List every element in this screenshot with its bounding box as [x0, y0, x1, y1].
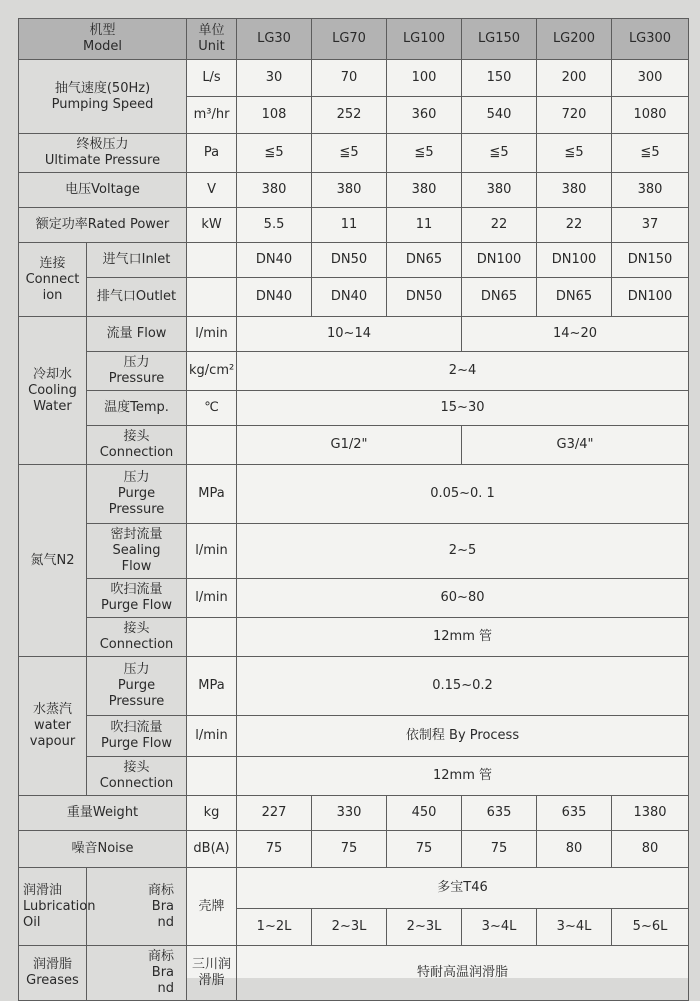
value-cell: 80	[537, 831, 612, 868]
n2-connection-row	[19, 618, 689, 657]
n2-purge-flow-label: 吹扫流量 Purge Flow	[87, 579, 187, 618]
value-cell: 1380	[612, 796, 689, 831]
cooling-pressure-label: 压力 Pressure	[87, 352, 187, 391]
value-cell: 380	[387, 173, 462, 208]
value-cell: G1/2"	[237, 426, 462, 465]
n2-purge-pressure-row	[19, 465, 689, 524]
value-cell: 635	[462, 796, 537, 831]
ultimate-pressure-cn: 终极压力	[76, 137, 129, 152]
value-cell: 75	[462, 831, 537, 868]
model-lg30: LG30	[237, 19, 312, 60]
greases-label: 润滑脂 Greases	[19, 946, 87, 1001]
capacity-cell: 1~2L	[237, 909, 312, 946]
oil-brand-row	[19, 868, 689, 909]
value-cell: 635	[537, 796, 612, 831]
value-cell: DN40	[312, 278, 387, 317]
value-cell: 15~30	[237, 391, 689, 426]
specification-table	[18, 18, 689, 1001]
value-cell: 252	[312, 97, 387, 134]
value-cell: G3/4"	[462, 426, 689, 465]
cooling-flow-row	[19, 317, 689, 352]
unit-ls: L/s	[187, 60, 237, 97]
model-cn: 机型	[89, 23, 116, 38]
value-cell: DN100	[612, 278, 689, 317]
value-cell: 720	[537, 97, 612, 134]
noise-label: 噪音Noise	[19, 831, 187, 868]
water-vapour-label: 水蒸汽 water vapour	[19, 657, 87, 796]
vapour-purge-flow-row	[19, 716, 689, 757]
value-cell: 37	[612, 208, 689, 243]
cooling-temp-row	[19, 391, 689, 426]
n2-purge-pressure-label: 压力 Purge Pressure	[87, 465, 187, 524]
value-cell: 0.15~0.2	[237, 657, 689, 716]
model-lg100: LG100	[387, 19, 462, 60]
value-cell: 75	[237, 831, 312, 868]
vapour-purge-pressure-row	[19, 657, 689, 716]
pumping-speed-cn: 抽气速度(50Hz)	[54, 80, 151, 96]
value-cell: 360	[387, 97, 462, 134]
value-cell: 1080	[612, 97, 689, 134]
weight-row	[19, 796, 689, 831]
unit-kgcm2: kg/cm²	[187, 352, 237, 391]
value-cell: 330	[312, 796, 387, 831]
connection-outlet-row	[19, 278, 689, 317]
unit-lmin: l/min	[187, 317, 237, 352]
capacity-cell: 2~3L	[387, 909, 462, 946]
model-en: Model	[82, 39, 123, 54]
capacity-cell: 2~3L	[312, 909, 387, 946]
value-cell: 380	[537, 173, 612, 208]
value-cell: DN50	[312, 243, 387, 278]
value-cell: 75	[387, 831, 462, 868]
oil-sub-label: 壳牌	[187, 868, 237, 946]
value-cell: 12mm 管	[237, 757, 689, 796]
value-cell: ≦5	[312, 134, 387, 173]
cooling-temp-label: 温度Temp.	[87, 391, 187, 426]
unit-empty	[187, 243, 237, 278]
cooling-pressure-row	[19, 352, 689, 391]
value-cell: 11	[387, 208, 462, 243]
unit-empty	[187, 757, 237, 796]
value-cell: 380	[462, 173, 537, 208]
value-cell: ≦5	[612, 134, 689, 173]
connection-label: 连接 Connect ion	[19, 243, 87, 317]
value-cell: 70	[312, 60, 387, 97]
n2-sealing-flow-row	[19, 524, 689, 579]
unit-en: Unit	[198, 39, 225, 54]
capacity-cell: 5~6L	[612, 909, 689, 946]
noise-row	[19, 831, 689, 868]
model-lg300: LG300	[612, 19, 689, 60]
value-cell: 11	[312, 208, 387, 243]
model-lg150: LG150	[462, 19, 537, 60]
unit-lmin: l/min	[187, 579, 237, 618]
value-cell: 100	[387, 60, 462, 97]
pumping-speed-row-ls	[19, 60, 689, 97]
oil-brand-value: 多宝T46	[237, 868, 689, 909]
oil-brand-label: 商标 Bra nd	[87, 868, 187, 946]
value-cell: 30	[237, 60, 312, 97]
value-cell: 227	[237, 796, 312, 831]
cooling-connection-label: 接头 Connection	[87, 426, 187, 465]
header-row	[19, 19, 689, 60]
value-cell: DN65	[387, 243, 462, 278]
value-cell: 22	[537, 208, 612, 243]
pumping-speed-label	[19, 60, 187, 134]
unit-empty	[187, 426, 237, 465]
voltage-row	[19, 173, 689, 208]
value-cell: 0.05~0. 1	[237, 465, 689, 524]
vapour-connection-label: 接头 Connection	[87, 757, 187, 796]
value-cell: ≦5	[537, 134, 612, 173]
value-cell: 380	[237, 173, 312, 208]
value-cell: 10~14	[237, 317, 462, 352]
n2-purge-flow-row	[19, 579, 689, 618]
value-cell: 12mm 管	[237, 618, 689, 657]
unit-lmin: l/min	[187, 716, 237, 757]
value-cell: DN40	[237, 243, 312, 278]
cooling-connection-row	[19, 426, 689, 465]
value-cell: 2~4	[237, 352, 689, 391]
unit-empty	[187, 618, 237, 657]
spec-sheet	[18, 18, 688, 996]
unit-pa: Pa	[187, 134, 237, 173]
value-cell: 5.5	[237, 208, 312, 243]
unit-mpa: MPa	[187, 657, 237, 716]
weight-label: 重量Weight	[19, 796, 187, 831]
rated-power-label: 额定功率Rated Power	[19, 208, 187, 243]
value-cell: DN65	[462, 278, 537, 317]
capacity-cell: 3~4L	[537, 909, 612, 946]
value-cell: 150	[462, 60, 537, 97]
n2-connection-label: 接头 Connection	[87, 618, 187, 657]
greases-value: 特耐高温润滑脂	[237, 946, 689, 1001]
nitrogen-label: 氮气N2	[19, 465, 87, 657]
vapour-purge-pressure-label: 压力 Purge Pressure	[87, 657, 187, 716]
value-cell: 依制程 By Process	[237, 716, 689, 757]
greases-sub-label: 三川润 滑脂	[187, 946, 237, 1001]
ultimate-pressure-row	[19, 134, 689, 173]
connection-inlet-row	[19, 243, 689, 278]
outlet-label: 排气口Outlet	[87, 278, 187, 317]
vapour-connection-row	[19, 757, 689, 796]
model-lg200: LG200	[537, 19, 612, 60]
lubrication-oil-label: 润滑油 Lubrication Oil	[19, 868, 87, 946]
unit-celsius: ℃	[187, 391, 237, 426]
unit-kw: kW	[187, 208, 237, 243]
value-cell: 450	[387, 796, 462, 831]
ultimate-pressure-label	[19, 134, 187, 173]
greases-row	[19, 946, 689, 1001]
unit-header	[187, 19, 237, 60]
value-cell: ≦5	[462, 134, 537, 173]
value-cell: 2~5	[237, 524, 689, 579]
value-cell: 380	[312, 173, 387, 208]
unit-lmin: l/min	[187, 524, 237, 579]
value-cell: DN40	[237, 278, 312, 317]
cooling-flow-label: 流量 Flow	[87, 317, 187, 352]
greases-brand-label: 商标 Bra nd	[87, 946, 187, 1001]
ultimate-pressure-en: Ultimate Pressure	[44, 153, 161, 168]
value-cell: 75	[312, 831, 387, 868]
value-cell: 80	[612, 831, 689, 868]
value-cell: DN100	[537, 243, 612, 278]
unit-cn: 单位	[198, 23, 225, 38]
pumping-speed-en: Pumping Speed	[51, 96, 154, 112]
model-lg70: LG70	[312, 19, 387, 60]
unit-dba: dB(A)	[187, 831, 237, 868]
value-cell: ≦5	[237, 134, 312, 173]
n2-sealing-flow-label: 密封流量 Sealing Flow	[87, 524, 187, 579]
voltage-label: 电压Voltage	[19, 173, 187, 208]
value-cell: 14~20	[462, 317, 689, 352]
unit-kg: kg	[187, 796, 237, 831]
value-cell: 60~80	[237, 579, 689, 618]
value-cell: 22	[462, 208, 537, 243]
value-cell: DN50	[387, 278, 462, 317]
value-cell: 540	[462, 97, 537, 134]
capacity-cell: 3~4L	[462, 909, 537, 946]
value-cell: 200	[537, 60, 612, 97]
value-cell: ≦5	[387, 134, 462, 173]
unit-mpa: MPa	[187, 465, 237, 524]
value-cell: 380	[612, 173, 689, 208]
value-cell: DN65	[537, 278, 612, 317]
cooling-water-label: 冷却水 Cooling Water	[19, 317, 87, 465]
value-cell: DN100	[462, 243, 537, 278]
unit-m3hr: m³/hr	[187, 97, 237, 134]
vapour-purge-flow-label: 吹扫流量 Purge Flow	[87, 716, 187, 757]
value-cell: 108	[237, 97, 312, 134]
value-cell: 300	[612, 60, 689, 97]
unit-empty	[187, 278, 237, 317]
model-header	[19, 19, 187, 60]
inlet-label: 进气口Inlet	[87, 243, 187, 278]
value-cell: DN150	[612, 243, 689, 278]
unit-v: V	[187, 173, 237, 208]
rated-power-row	[19, 208, 689, 243]
